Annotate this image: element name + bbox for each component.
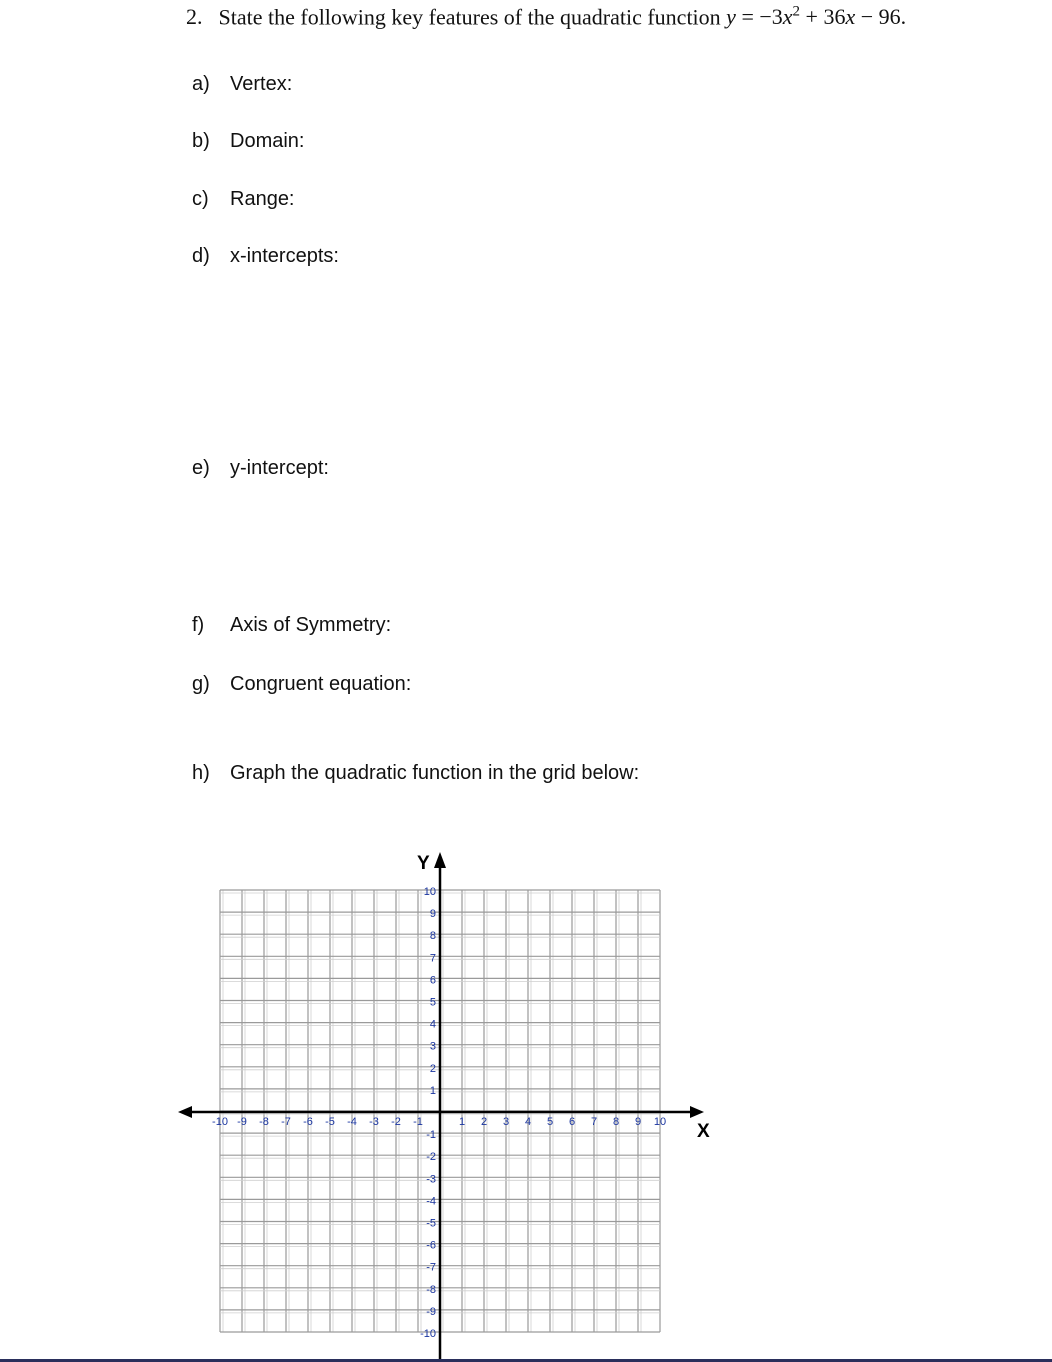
- x-tick-label: 8: [612, 1116, 620, 1128]
- x-tick-label: -3: [369, 1116, 379, 1128]
- y-tick-label: 5: [429, 996, 436, 1009]
- y-tick-label: -1: [426, 1129, 436, 1142]
- x-tick-label: -7: [281, 1116, 291, 1128]
- y-tick-label: 4: [429, 1018, 436, 1031]
- x-tick-label: 2: [480, 1116, 488, 1128]
- x-tick-label: 7: [590, 1116, 598, 1128]
- item-letter: f): [192, 614, 205, 636]
- question-prompt: State the following key features of the quadratic function: [218, 4, 727, 30]
- y-tick-label: -4: [426, 1195, 436, 1208]
- x-tick-label: -5: [325, 1116, 335, 1128]
- y-tick-label: 6: [429, 974, 436, 987]
- x-axis-arrow-left: [178, 1106, 192, 1118]
- y-tick-label: 7: [429, 952, 436, 965]
- item-letter: g): [192, 673, 210, 695]
- item-letter: c): [192, 188, 209, 210]
- x-tick-label: 6: [568, 1116, 576, 1128]
- item-label: Range:: [230, 188, 295, 210]
- item-letter: d): [192, 245, 210, 267]
- y-tick-label: 8: [429, 930, 436, 943]
- x-axis-arrow-right: [690, 1106, 704, 1118]
- item-label: x-intercepts:: [230, 245, 339, 267]
- item-letter: h): [192, 762, 210, 784]
- item-letter: e): [192, 457, 210, 479]
- item-letter: b): [192, 130, 210, 152]
- item-label: Congruent equation:: [230, 673, 412, 695]
- y-tick-label: -6: [426, 1239, 436, 1252]
- item-label: Vertex:: [230, 73, 293, 95]
- item-label: y-intercept:: [230, 457, 329, 479]
- y-tick-label: -7: [426, 1261, 436, 1274]
- x-tick-label: 9: [634, 1116, 642, 1128]
- y-axis-arrow-up: [434, 852, 446, 868]
- x-tick-label: 1: [458, 1116, 466, 1128]
- quadratic-equation: $y = -3x^2 + 36x - 96$.: [726, 4, 907, 30]
- x-tick-label: -1: [413, 1116, 423, 1128]
- y-tick-label: 3: [429, 1040, 436, 1053]
- x-tick-label: 4: [524, 1116, 532, 1128]
- x-tick-label: -4: [347, 1116, 357, 1128]
- x-tick-label: 10: [653, 1116, 667, 1128]
- x-tick-label: -10: [212, 1116, 228, 1128]
- x-tick-label: 3: [502, 1116, 510, 1128]
- item-letter: a): [192, 73, 210, 95]
- y-tick-label: -2: [426, 1151, 436, 1164]
- item-label: Domain:: [230, 130, 305, 152]
- y-tick-label: -9: [426, 1305, 436, 1318]
- x-tick-label: -2: [391, 1116, 401, 1128]
- x-tick-label: -9: [237, 1116, 247, 1128]
- y-tick-label: -5: [426, 1217, 436, 1230]
- y-tick-label: 2: [429, 1062, 436, 1075]
- x-tick-label: 5: [546, 1116, 554, 1128]
- y-tick-label: 1: [429, 1084, 436, 1097]
- x-tick-label: -6: [303, 1116, 313, 1128]
- y-tick-label: -3: [426, 1173, 436, 1186]
- y-tick-label: 10: [423, 886, 436, 898]
- y-tick-label: -10: [420, 1328, 436, 1340]
- y-tick-label: 9: [429, 908, 436, 921]
- y-axis-label: Y: [417, 853, 430, 874]
- x-tick-label: -8: [259, 1116, 269, 1128]
- item-label: Axis of Symmetry:: [230, 614, 392, 636]
- y-tick-label: -8: [426, 1283, 436, 1296]
- question-number: 2.: [186, 4, 203, 30]
- x-axis-label: X: [697, 1121, 710, 1142]
- item-label: Graph the quadratic function in the grid below:: [230, 762, 640, 784]
